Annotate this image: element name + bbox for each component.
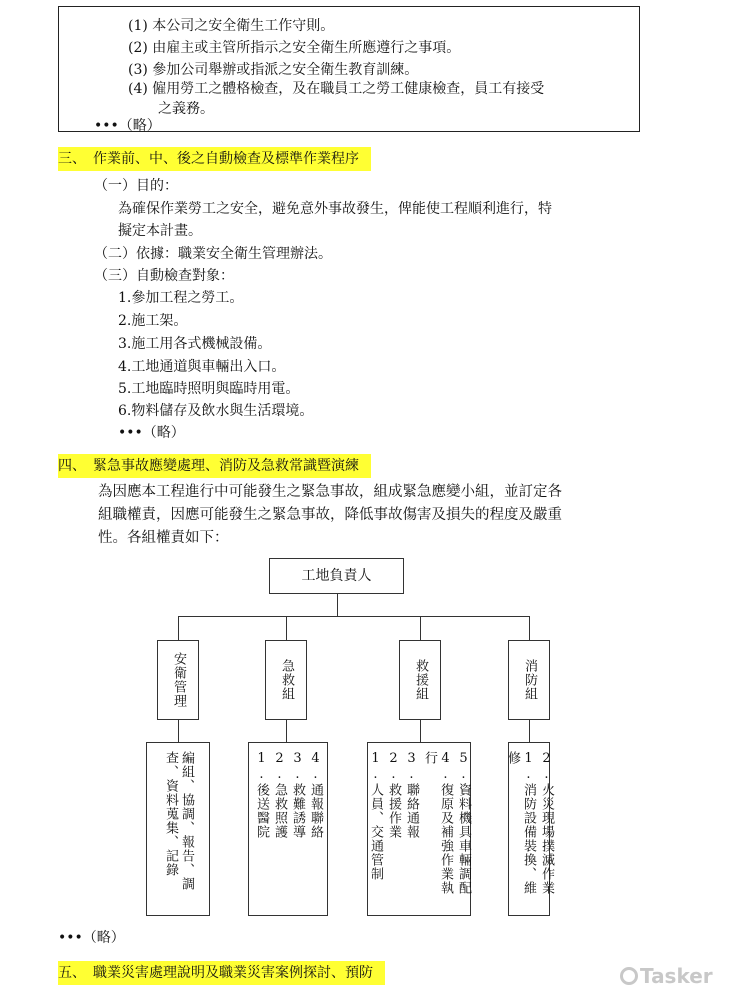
duty-firstaid-3: 3.救難誘導: [290, 751, 305, 839]
duty-rescue-5: 5.資料機具車輛調配: [456, 751, 471, 895]
purpose-label: （一）目的：: [94, 178, 178, 194]
section4-intro-2: 組職權責，因應可能發生之緊急事故，降低事故傷害及損失的程度及嚴重: [98, 507, 562, 523]
basis: （二）依據：職業安全衛生管理辦法。: [94, 246, 332, 262]
rules-omitted: •••（略）: [94, 118, 161, 134]
duty-box-rescue: [367, 742, 471, 916]
duty-fire-2: 2.火災現場撲滅作業: [539, 751, 554, 895]
duty-firstaid-4: 4.通報聯絡: [308, 751, 323, 839]
rule-item-3: (3) 參加公司舉辦或指派之安全衛生教育訓練。: [128, 62, 419, 78]
duty-box-fire: [505, 742, 554, 916]
group-box-firstaid: [265, 640, 307, 720]
group-name-rescue: 救援組: [413, 659, 428, 701]
group-name-safety: 安衛管理: [171, 652, 186, 708]
section5-heading: [58, 962, 385, 982]
duty-fire-1: 1.消防設備裝換、維修: [505, 751, 536, 895]
org-root-box: [269, 558, 404, 594]
section4-heading: [58, 455, 371, 475]
rule-item-4: (4) 僱用勞工之體格檢查，及在職員工之勞工健康檢查，員工有接受: [128, 81, 545, 97]
rule-item-4-cont: 之義務。: [158, 101, 214, 117]
target-4: 4.工地通道與車輛出入口。: [118, 359, 286, 375]
org-connector-g4: [529, 616, 530, 640]
org-connector-d4: [529, 720, 530, 742]
group-box-fire: [508, 640, 550, 720]
duty-rescue-3: 3.聯絡通報: [404, 751, 419, 839]
org-root-label: 工地負責人: [301, 568, 372, 584]
duty-box-firstaid: [248, 742, 328, 916]
duty-rescue-1: 1.人員、交通管制: [368, 751, 383, 881]
org-connector-horizontal: [178, 616, 530, 617]
section5-heading-text: 五、 職業災害處理說明及職業災害案例探討、預防: [58, 961, 385, 985]
duty-firstaid-1: 1.後送醫院: [254, 751, 269, 839]
group-name-fire: 消防組: [522, 659, 537, 701]
org-connector-g1: [178, 616, 179, 640]
targets-omitted: •••（略）: [118, 425, 185, 441]
rule-item-1: (1) 本公司之安全衛生工作守則。: [128, 18, 335, 34]
group-box-rescue: [399, 640, 441, 720]
target-5: 5.工地臨時照明與臨時用電。: [118, 381, 300, 397]
section3-heading: [58, 148, 371, 168]
target-6: 6.物料儲存及飲水與生活環境。: [118, 403, 314, 419]
section4-intro-1: 為因應本工程進行中可能發生之緊急事故，組成緊急應變小組，並訂定各: [98, 484, 562, 500]
tasker-logo-icon: [620, 967, 638, 985]
duty-rescue-2: 2.救援作業: [386, 751, 401, 839]
target-2: 2.施工架。: [118, 313, 188, 329]
chart-omitted: •••（略）: [58, 930, 125, 946]
rule-item-2: (2) 由雇主或主管所指示之安全衛生所應遵行之事項。: [128, 40, 461, 56]
org-connector-g2: [286, 616, 287, 640]
group-name-firstaid: 急救組: [279, 659, 294, 701]
group-box-safety: [157, 640, 199, 720]
org-connector-root: [337, 594, 338, 616]
watermark: [620, 964, 713, 988]
org-connector-d3: [420, 720, 421, 742]
duty-box-safety: [146, 742, 210, 916]
duty-firstaid-2: 2.急救照護: [272, 751, 287, 839]
target-3: 3.施工用各式機械設備。: [118, 336, 272, 352]
org-connector-d2: [286, 720, 287, 742]
watermark-text: Tasker: [640, 964, 713, 988]
section4-heading-text: 四、 緊急事故應變處理、消防及急救常識暨演練: [58, 454, 371, 478]
target-1: 1.參加工程之勞工。: [118, 290, 244, 306]
purpose-text-2: 擬定本計畫。: [118, 223, 202, 239]
duty-rescue-4: 4.復原及補強作業執行: [422, 751, 453, 895]
duty-safety: 編組、協調、報告、調查、資料蒐集、記錄: [163, 751, 194, 891]
section3-heading-text: 三、 作業前、中、後之自動檢查及標準作業程序: [58, 147, 371, 171]
org-connector-g3: [420, 616, 421, 640]
section4-intro-3: 性。各組權責如下：: [98, 530, 229, 546]
purpose-text-1: 為確保作業勞工之安全，避免意外事故發生，俾能使工程順利進行，特: [118, 201, 552, 217]
org-connector-d1: [178, 720, 179, 742]
targets-label: （三）自動檢查對象：: [94, 268, 234, 284]
